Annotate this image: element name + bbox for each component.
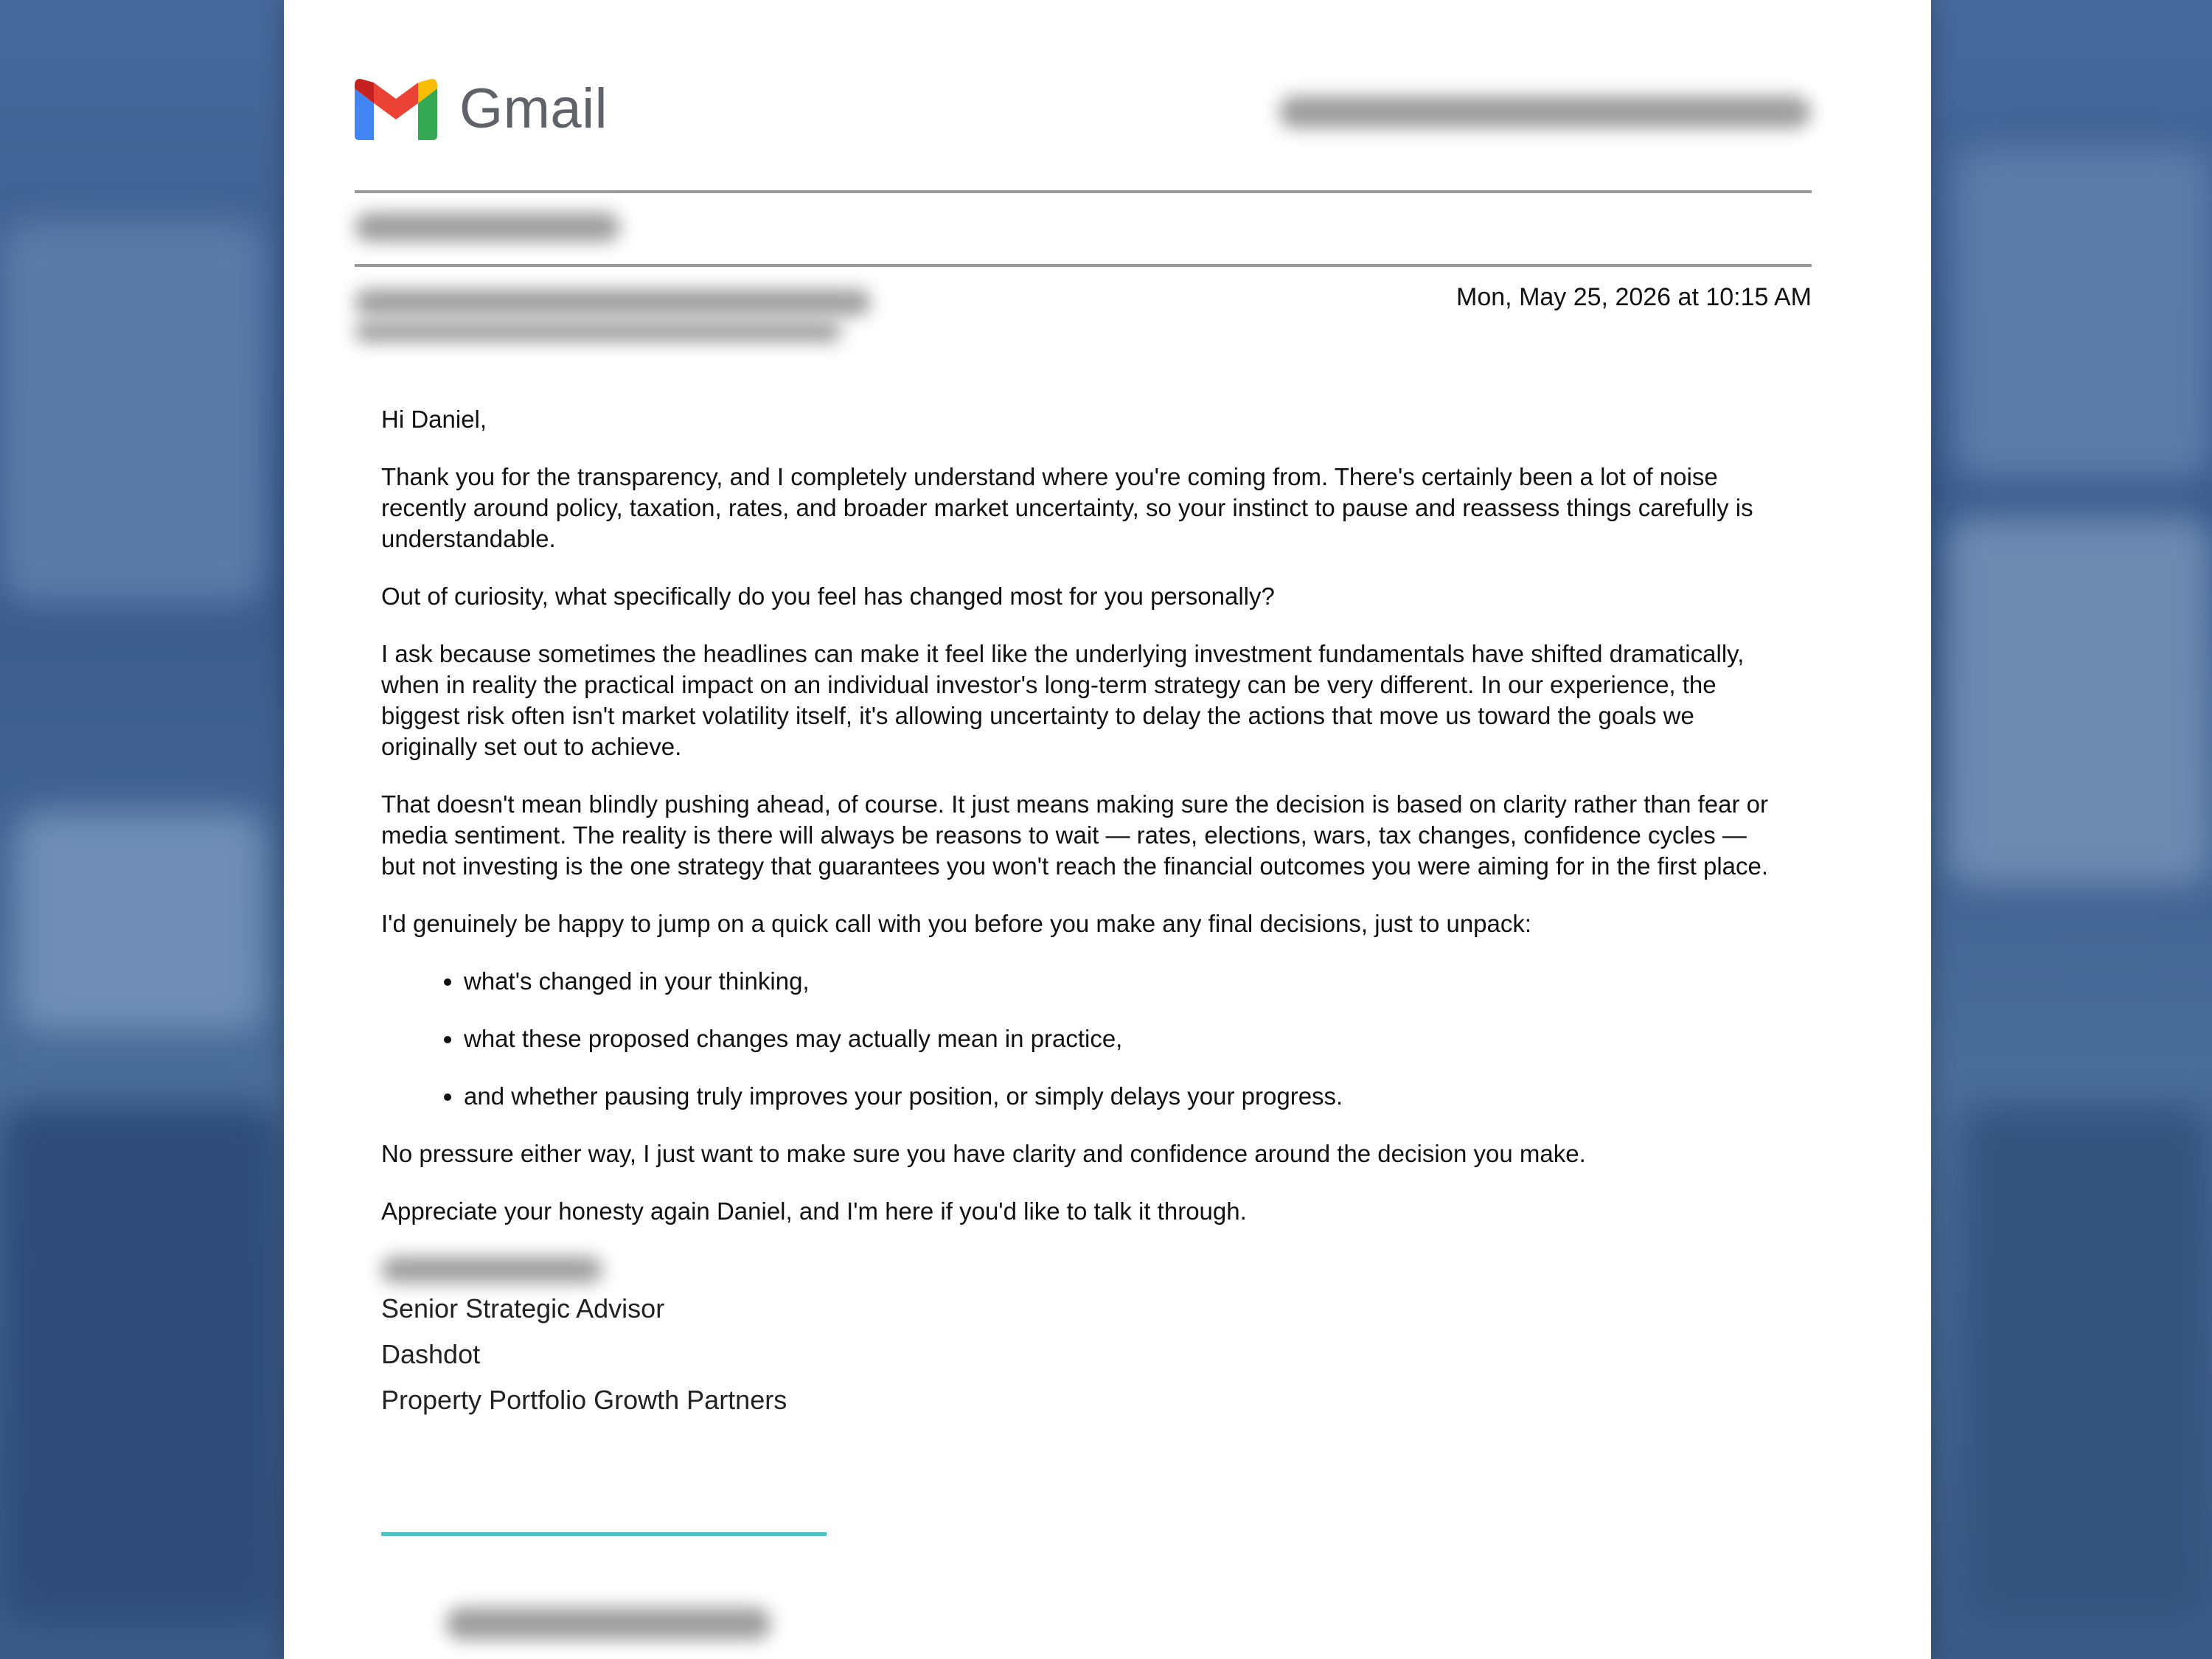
subject-divider [355,264,1812,267]
signature-company: Dashdot [381,1339,481,1369]
email-print-sheet [284,0,1931,1659]
greeting: Hi Daniel, [381,406,487,433]
body-paragraph: I ask because sometimes the headlines can make it feel like the underlying investment fundamentals have shifted dramatically, when in reality the practical impact on an individual investor's long-term strategy can be very different. In our experience, the biggest risk often isn't market volatility itself, it's allowing uncertainty to delay the actions that move us toward the goals we originally set out to achieve. [381,640,1745,760]
redacted-account-email [1279,96,1810,128]
gmail-logo [355,77,608,141]
closing-paragraph: No pressure either way, I just want to make sure you have clarity and confidence around the decision you make. [381,1140,1586,1167]
email-date: Mon, May 25, 2026 at 10:15 AM [1456,283,1812,311]
redacted-recipient [355,321,841,342]
list-item: • what these proposed changes may actually mean in practice, [464,1023,1782,1054]
redacted-signature-name [381,1253,1782,1286]
redacted-sender [355,289,871,316]
signature-title: Senior Strategic Advisor [381,1293,665,1324]
body-paragraph: I'd genuinely be happy to jump on a quick call with you before you make any final decisions, just to unpack: [381,910,1532,937]
body-paragraph: Out of curiosity, what specifically do you feel has changed most for you personally? [381,582,1275,610]
body-paragraph: Thank you for the transparency, and I completely understand where you're coming from. There's certainly been a lot of noise recently around policy, taxation, rates, and broader market uncertainty, so your instinct to pause and reassess things carefully is understandable. [381,463,1753,552]
body-paragraph: That doesn't mean blindly pushing ahead, of course. It just means making sure the decision is based on clarity rather than fear or media sentiment. The reality is there will always be reasons to wait — rates, elections, wars, tax changes, confidence cycles — but not investing is the one strategy that guarantees you won't reach the financial outcomes you were aiming for in the first place. [381,790,1769,880]
gmail-m-icon [355,78,437,140]
list-item: • and whether pausing truly improves your position, or simply delays your progress. [464,1081,1782,1112]
list-item: • what's changed in your thinking, [464,966,1782,997]
signature-divider [381,1532,827,1536]
bullet-list [381,966,1782,1112]
signature-division: Property Portfolio Growth Partners [381,1385,787,1415]
closing-paragraph: Appreciate your honesty again Daniel, and I'm here if you'd like to talk it through. [381,1197,1247,1225]
header-divider [355,190,1812,193]
redacted-footer [446,1607,771,1640]
gmail-logo-text: Gmail [459,77,608,140]
redacted-subject [355,212,620,242]
email-body [381,404,1782,1423]
